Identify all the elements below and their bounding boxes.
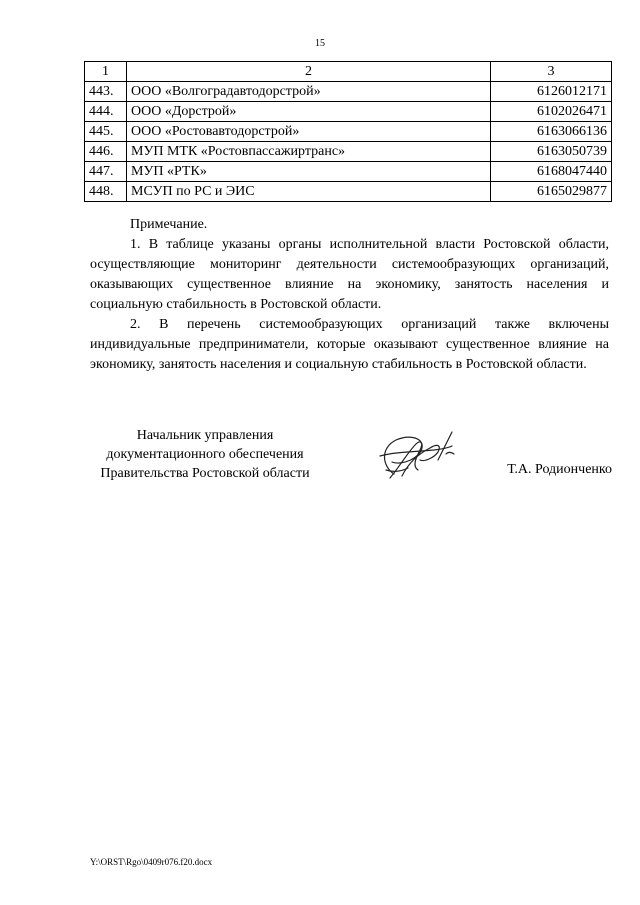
organization-name: ООО «Волгоградавтодорстрой» [127,82,491,102]
organization-inn: 6168047440 [491,162,612,182]
organization-name: МСУП по РС и ЭИС [127,182,491,202]
organization-inn: 6102026471 [491,102,612,122]
note-item-2: 2. В перечень системообразующих организаций также включены индивидуальные предприниматели, которые оказывают существенное влияние на экономику, занятость населения и социальную стабильность в Ростовской области. [90,317,609,372]
table-row [85,162,612,182]
table-row [85,122,612,142]
table-row [85,102,612,122]
signatory-name: Т.А. Родионченко [507,462,612,477]
note-item-1: 1. В таблице указаны органы исполнительной власти Ростовской области, осуществляющие мониторинг деятельности системообразующих организаций, оказывающих существенное влияние на экономику, занятость населения и социальную стабильность в Ростовской области. [90,237,609,312]
organization-inn: 6165029877 [491,182,612,202]
row-number: 446. [85,142,127,162]
signatory-position [90,426,320,483]
file-path: Y:\ORST\Rgo\0409r076.f20.docx [90,857,213,867]
position-line-3: Правительства Ростовской области [100,466,310,481]
organization-inn: 6126012171 [491,82,612,102]
row-number: 444. [85,102,127,122]
organization-inn: 6163050739 [491,142,612,162]
row-number: 443. [85,82,127,102]
header-col-2: 2 [127,62,491,82]
organization-name: ООО «Ростовавтодорстрой» [127,122,491,142]
organization-name: МУП «РТК» [127,162,491,182]
organizations-table [84,61,612,202]
page-number: 15 [315,38,325,49]
row-number: 447. [85,162,127,182]
handwritten-signature [372,426,462,488]
header-col-3: 3 [491,62,612,82]
position-line-1: Начальник управления [136,428,274,443]
row-number: 448. [85,182,127,202]
organization-name: МУП МТК «Ростовпассажиртранс» [127,142,491,162]
table-header-row [85,62,612,82]
signature-block [90,426,612,496]
position-line-2: документационного обеспечения [106,447,304,462]
organization-name: ООО «Дорстрой» [127,102,491,122]
note-section [90,215,609,375]
row-number: 445. [85,122,127,142]
table-row [85,82,612,102]
table-row [85,182,612,202]
table-row [85,142,612,162]
header-col-1: 1 [85,62,127,82]
organization-inn: 6163066136 [491,122,612,142]
note-title: Примечание. [130,217,208,232]
